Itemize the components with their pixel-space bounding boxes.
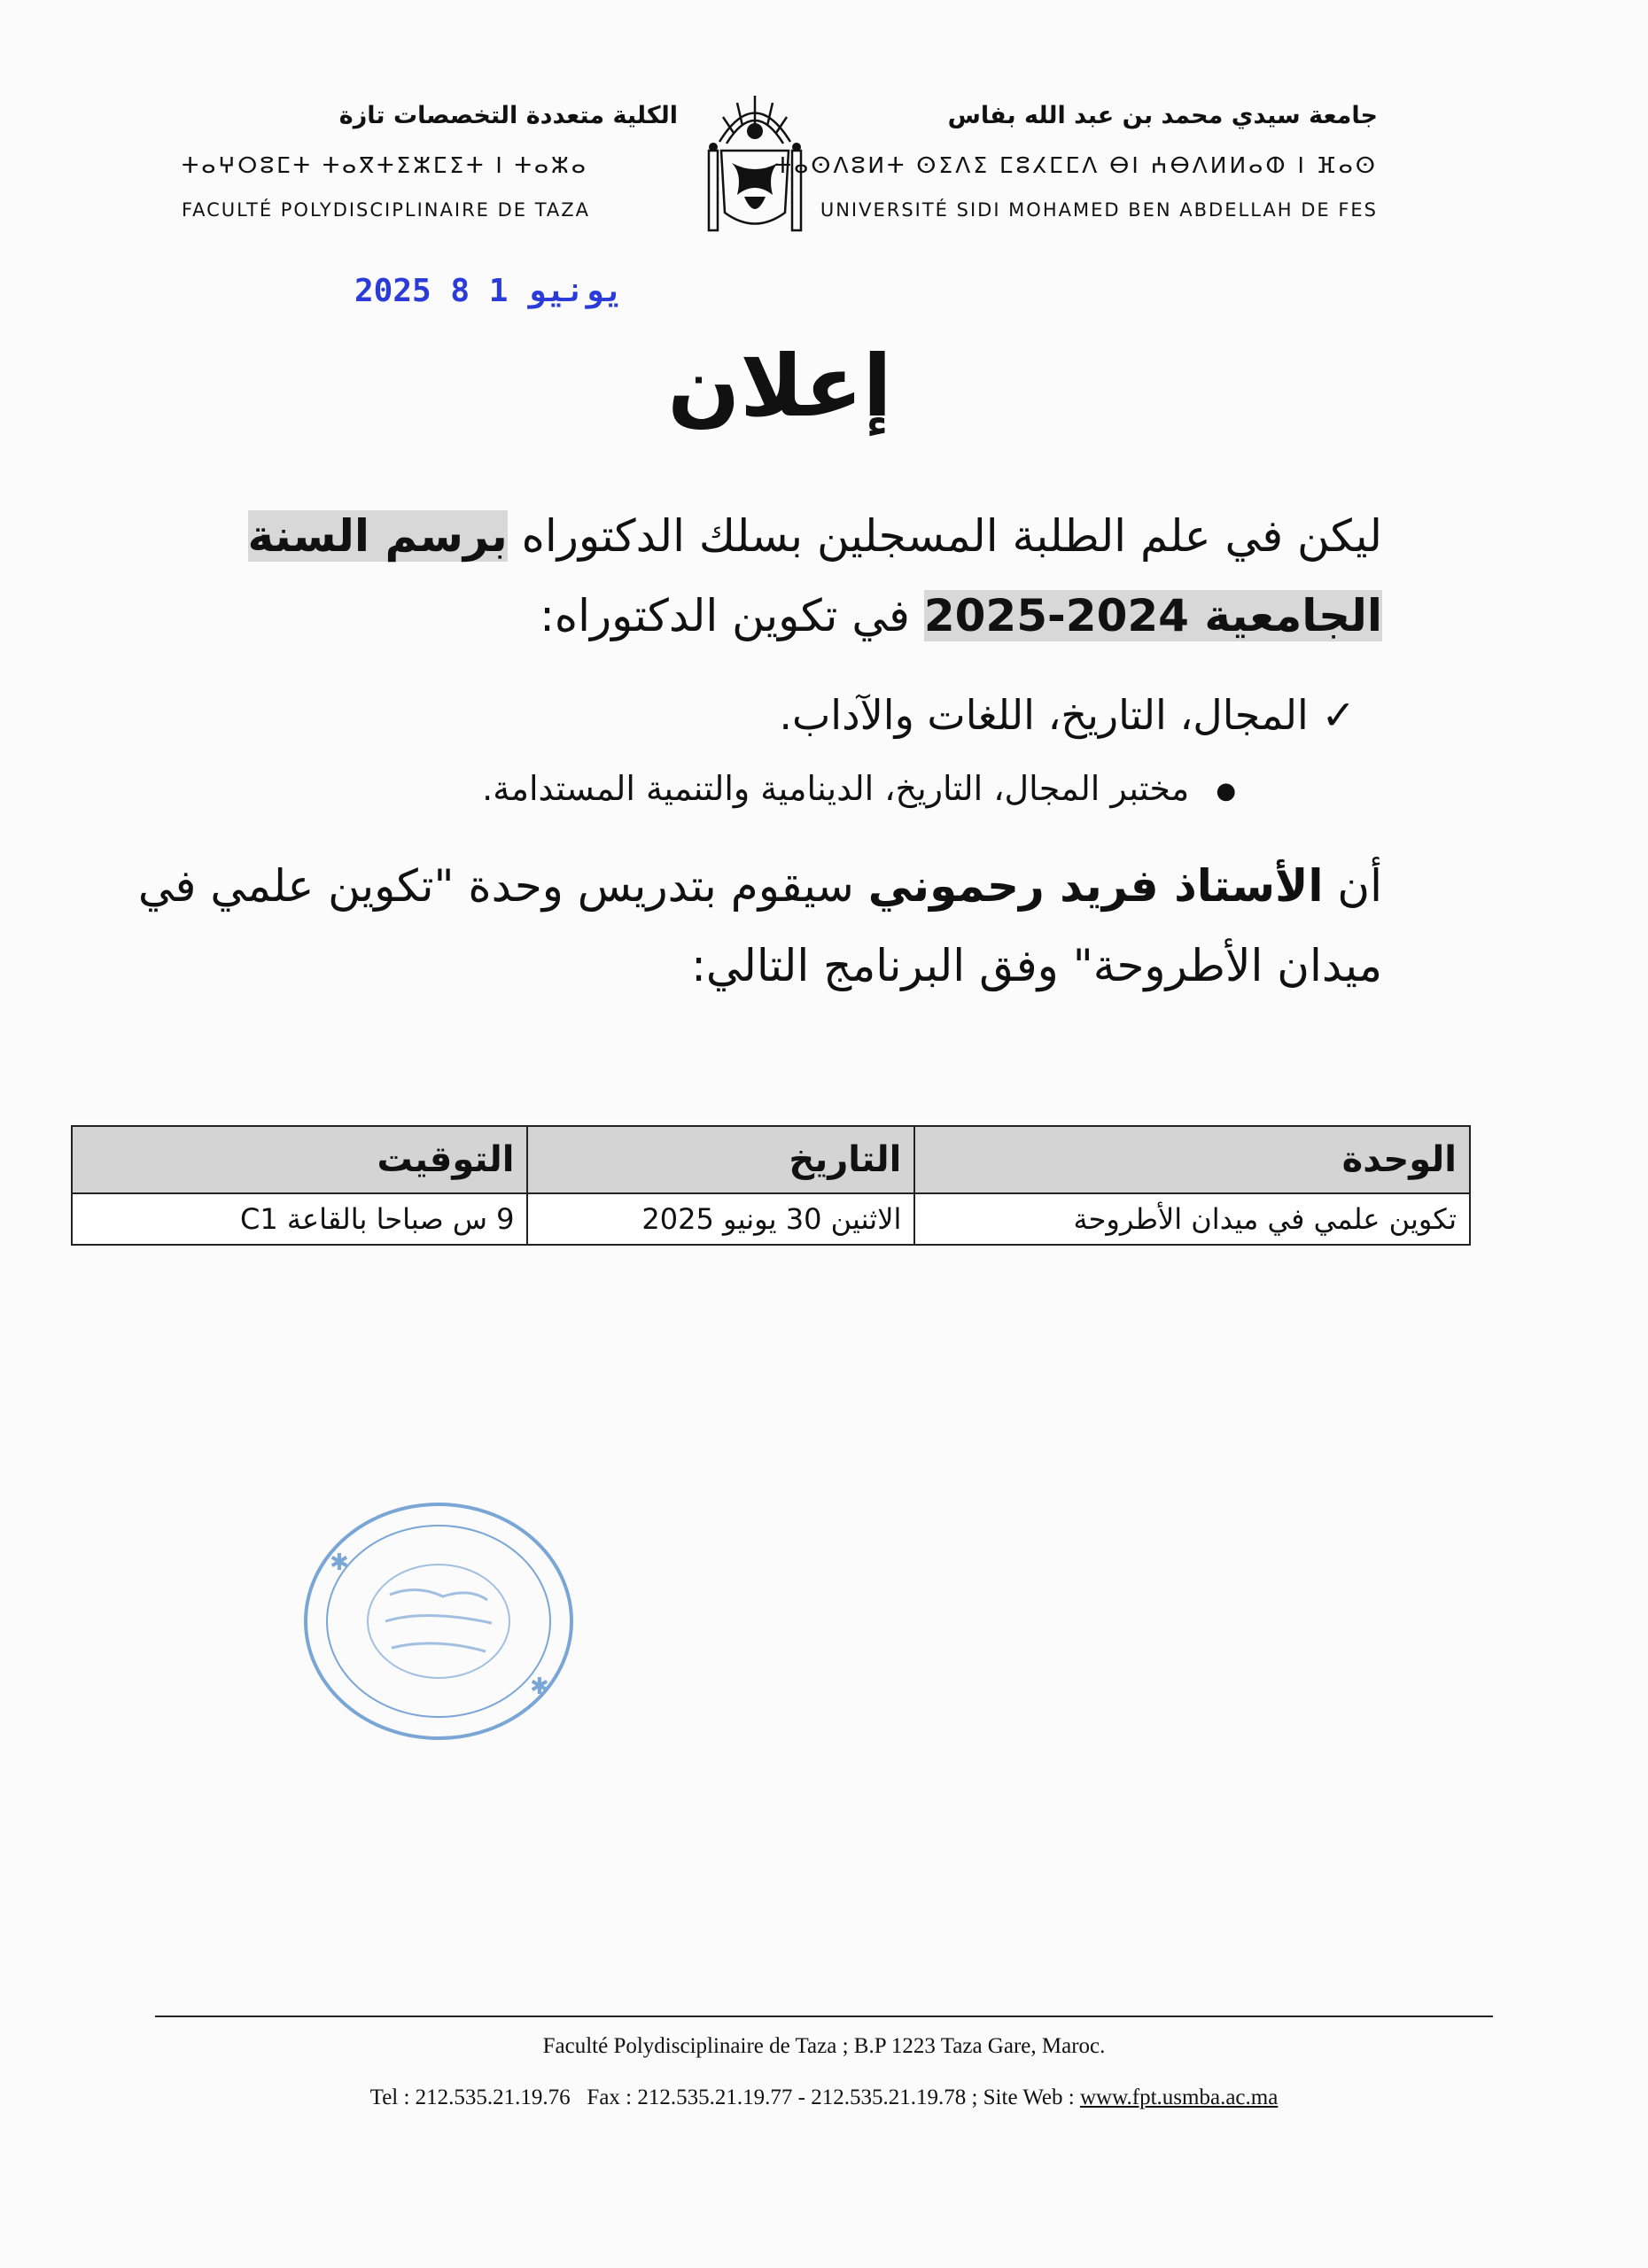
header-module: الوحدة — [914, 1126, 1470, 1193]
bullet-icon: ● — [1216, 777, 1236, 804]
footer-phone-fax: Tel : 212.535.21.19.76 Fax : 212.535.21.19.77 - 212.535.21.19.78 ; Site Web : — [369, 2085, 1080, 2109]
site-link[interactable]: www.fpt.usmba.ac.ma — [1079, 2085, 1279, 2109]
header-date: التاريخ — [527, 1126, 914, 1193]
official-seal — [292, 1488, 585, 1754]
faculty-name-french: FACULTÉ POLYDISCIPLINAIRE DE TAZA — [182, 199, 591, 221]
footer-address: Faculté Polydisciplinaire de Taza ; B.P 1223 Taza Gare, Maroc. — [542, 2034, 1106, 2058]
check-mark-icon: ✓ — [1321, 691, 1356, 739]
intro-paragraph — [159, 496, 1382, 656]
table-row — [72, 1193, 1470, 1245]
header-time: التوقيت — [72, 1126, 527, 1193]
cell-module: تكوين علمي في ميدان الأطروحة — [914, 1193, 1470, 1245]
notice-line-2: ميدان الأطروحة" وفق البرنامج التالي: — [691, 940, 1382, 991]
notice-paragraph — [137, 846, 1382, 1006]
academic-year-highlight-2: الجامعية 2024-2025 — [923, 590, 1382, 641]
intro-line-2 — [159, 576, 1382, 656]
footer-contacts — [0, 2085, 1648, 2110]
notice-text-a: أن — [1337, 860, 1382, 912]
laboratory-item — [482, 769, 1236, 808]
cell-time: 9 س صباحا بالقاعة C1 — [72, 1193, 527, 1245]
professor-name: الأستاذ فريد رحموني — [867, 860, 1324, 912]
notice-line-1 — [137, 846, 1382, 926]
academic-year-highlight-1: برسم السنة — [247, 510, 508, 562]
svg-text:✱: ✱ — [330, 1550, 349, 1576]
university-logo — [702, 89, 808, 239]
footer-divider — [155, 2016, 1493, 2017]
cell-date: الاثنين 30 يونيو 2025 — [527, 1193, 914, 1245]
intro-text-1: ليكن في علم الطلبة المسجلين بسلك الدكتوراه — [521, 510, 1382, 562]
svg-text:✱: ✱ — [530, 1674, 549, 1700]
faculty-name-tifinagh: ⵜⴰⵖⵔⵓⵎⵜ ⵜⴰⴳⵜⵉⵣⵎⵉⵜ ⵏ ⵜⴰⵣⴰ — [182, 152, 588, 178]
university-name-tifinagh: ⵜⴰⵙⴷⵓⵍⵜ ⵙⵉⴷⵉ ⵎⵓⵃⵎⵎⴷ ⴱⵏ ⵄⴱⴷⵍⵍⴰⵀ ⵏ ⴼⴰⵙ — [773, 152, 1378, 178]
intro-line-1 — [159, 496, 1382, 576]
schedule-table — [71, 1125, 1471, 1246]
laboratory-name: مختبر المجال، التاريخ، الدينامية والتنمية المستدامة. — [482, 769, 1190, 808]
doctoral-field-text: المجال، التاريخ، اللغات والآداب. — [779, 691, 1309, 739]
table-header-row — [72, 1126, 1470, 1193]
doctoral-field — [779, 691, 1356, 739]
university-name-arabic: جامعة سيدي محمد بن عبد الله بفاس — [947, 102, 1378, 129]
received-date-stamp: 2025 يونيو 1 8 — [354, 273, 624, 309]
page-title: إعلان — [667, 337, 892, 436]
intro-text-2: في تكوين الدكتوراه: — [540, 590, 910, 641]
faculty-name-arabic: الكلية متعددة التخصصات تازة — [338, 102, 678, 129]
university-name-french: UNIVERSITÉ SIDI MOHAMED BEN ABDELLAH DE FES — [820, 199, 1378, 221]
notice-text-c: سيقوم بتدريس وحدة "تكوين علمي في — [137, 860, 854, 912]
